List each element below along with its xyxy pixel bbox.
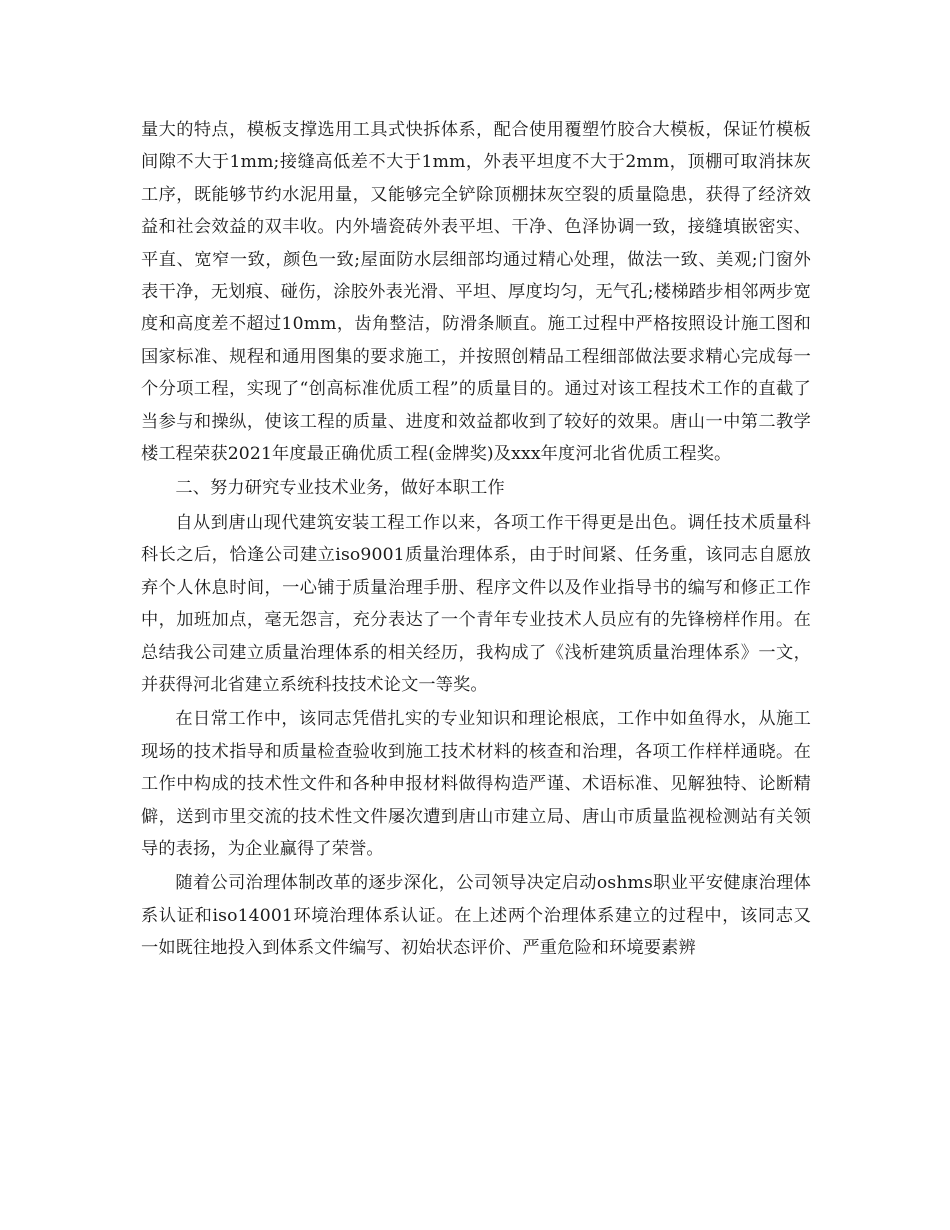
- paragraph-project-quality: 量大的特点，模板支撑选用工具式快拆体系，配合使用覆塑竹胶合大模板，保证竹模板间隙不大于1mm;接缝高低差不大于1mm，外表平坦度不大于2mm，顶棚可取消抹灰工序，既能够节约水泥用量，又能够完全铲除顶棚抹灰空裂的质量隐患，获得了经济效益和社会效益的双丰收。内外墙瓷砖外表平坦、干净、色泽协调一致，接缝填嵌密实、平直、宽窄一致，颜色一致;屋面防水层细部均通过精心处理，做法一致、美观;门窗外表干净，无划痕、碰伤，涂胶外表光滑、平坦、厚度均匀，无气孔;楼梯踏步相邻两步宽度和高度差不超过10mm，齿角整洁，防滑条顺直。施工过程中严格按照设计施工图和国家标准、规程和通用图集的要求施工，并按照创精品工程细部做法要求精心完成每一个分项工程，实现了“创高标准优质工程”的质量目的。通过对该工程技术工作的直截了当参与和操纵，使该工程的质量、进度和效益都收到了较好的效果。唐山一中第二教学楼工程荣获2021年度最正确优质工程(金牌奖)及xxx年度河北省优质工程奖。: [141, 120, 811, 465]
- paragraph-management-reform: 随着公司治理体制改革的逐步深化，公司领导决定启动oshms职业平安健康治理体系认证和iso14001环境治理体系认证。在上述两个治理体系建立的过程中，该同志又一如既往地投入到体系文件编写、初始状态评价、严重危险和环境要素辨: [141, 873, 811, 959]
- paragraph-quality-system: 自从到唐山现代建筑安装工程工作以来，各项工作干得更是出色。调任技术质量科科长之后，恰逢公司建立iso9001质量治理体系，由于时间紧、任务重，该同志自愿放弃个人休息时间，一心铺于质量治理手册、程序文件以及作业指导书的编写和修正工作中，加班加点，毫无怨言，充分表达了一个青年专业技术人员应有的先锋榜样作用。在总结我公司建立质量治理体系的相关经历，我构成了《浅析建筑质量治理体系》一文，并获得河北省建立系统科技技术论文一等奖。: [141, 512, 811, 695]
- paragraph-daily-work: 在日常工作中，该同志凭借扎实的专业知识和理论根底，工作中如鱼得水，从施工现场的技术指导和质量检查验收到施工技术材料的核查和治理，各项工作样样通晓。在工作中构成的技术性文件和各种申报材料做得构造严谨、术语标准、见解独特、论断精僻，送到市里交流的技术性文件屡次遭到唐山市建立局、唐山市质量监视检测站有关领导的表扬，为企业赢得了荣誉。: [141, 709, 811, 859]
- document-body: [141, 114, 811, 965]
- section-heading: 二、努力研究专业技术业务，做好本职工作: [175, 478, 505, 499]
